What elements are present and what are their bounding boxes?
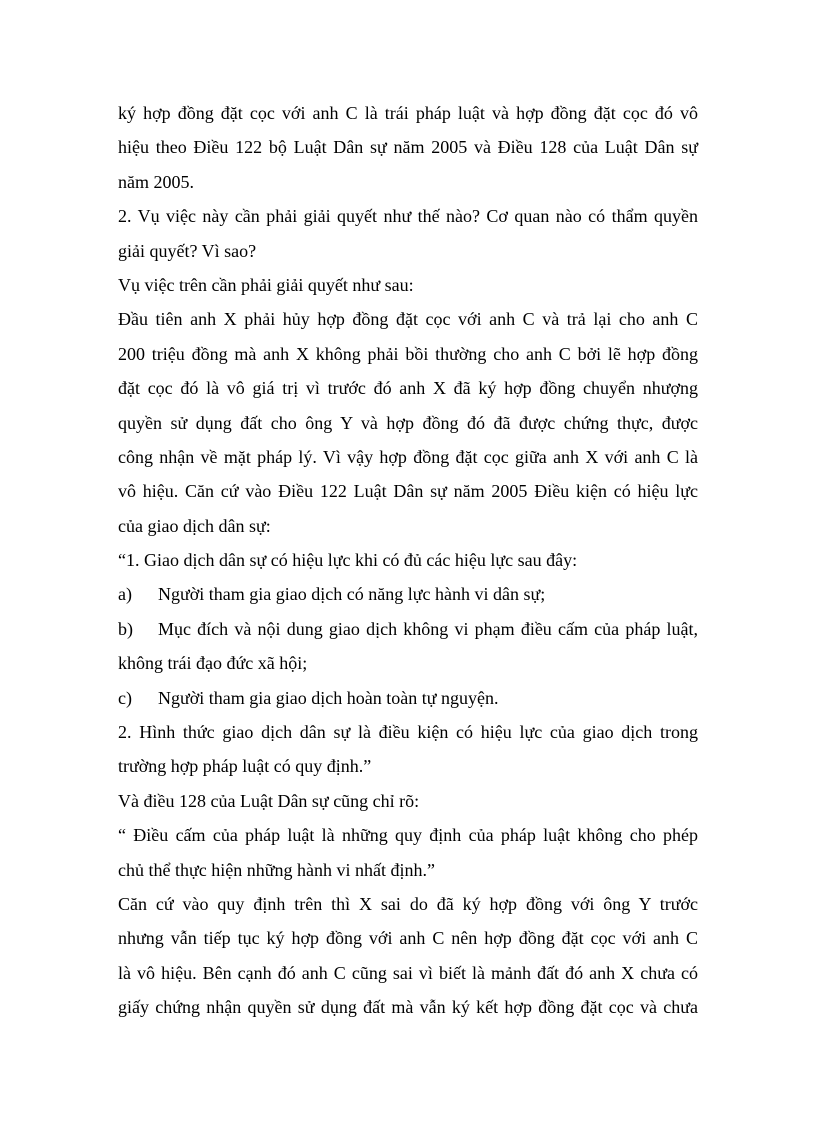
question-heading: 2. Vụ việc này cần phải giải quyết như thế nào? Cơ quan nào có thẩm quyền [118, 206, 698, 227]
text-line: giấy chứng nhận quyền sử dụng đất mà vẫn ký kết hợp đồng đặt cọc và chưa [118, 997, 698, 1018]
text-line: Căn cứ vào quy định trên thì X sai do đã ký hợp đồng với ông Y trước [118, 893, 698, 914]
list-item-a [118, 577, 698, 611]
text-line: quyền sử dụng đất cho ông Y và hợp đồng đó đã được chứng thực, được [118, 412, 698, 433]
text-line: là vô hiệu. Bên cạnh đó anh C cũng sai vì biết là mảnh đất đó anh X chưa có [118, 962, 698, 983]
text-line: năm 2005. [118, 171, 194, 192]
text-line: hiệu theo Điều 122 bộ Luật Dân sự năm 2005 và Điều 128 của Luật Dân sự [118, 137, 698, 158]
text-line: ký hợp đồng đặt cọc với anh C là trái pháp luật và hợp đồng đặt cọc đó vô [118, 103, 698, 123]
list-marker: c) [118, 687, 132, 708]
list-item-b-cont: không trái đạo đức xã hội; [118, 653, 308, 674]
text-line: Vụ việc trên cần phải giải quyết như sau: [118, 274, 414, 295]
text-line: đặt cọc đó là vô giá trị vì trước đó anh X đã ký hợp đồng chuyển nhượng [118, 378, 698, 399]
list-item-text: Người tham gia giao dịch có năng lực hành vi dân sự; [158, 584, 546, 605]
quote-line: 2. Hình thức giao dịch dân sự là điều kiện có hiệu lực của giao dịch trong [118, 722, 698, 743]
list-item-b [118, 612, 698, 646]
list-marker: b) [118, 618, 133, 639]
quote-line: “1. Giao dịch dân sự có hiệu lực khi có đủ các hiệu lực sau đây: [118, 550, 578, 571]
text-line: Và điều 128 của Luật Dân sự cũng chỉ rõ: [118, 790, 420, 811]
text-line: 200 triệu đồng mà anh X không phải bồi thường cho anh C bởi lẽ hợp đồng [118, 343, 698, 364]
list-marker: a) [118, 584, 132, 605]
list-item-text: Mục đích và nội dung giao dịch không vi phạm điều cấm của pháp luật, [158, 618, 698, 639]
text-line: nhưng vẫn tiếp tục ký hợp đồng với anh C nên hợp đồng đặt cọc với anh C [118, 928, 698, 949]
text-line: vô hiệu. Căn cứ vào Điều 122 Luật Dân sự năm 2005 Điều kiện có hiệu lực [118, 481, 698, 502]
document-page [118, 96, 698, 1025]
text-line: công nhận về mặt pháp lý. Vì vậy hợp đồng đặt cọc giữa anh X với anh C là [118, 446, 698, 467]
list-item-text: Người tham gia giao dịch hoàn toàn tự nguyện. [158, 687, 499, 708]
question-heading-cont: giải quyết? Vì sao? [118, 240, 257, 261]
list-item-c [118, 681, 698, 715]
text-line: Đầu tiên anh X phải hủy hợp đồng đặt cọc với anh C và trả lại cho anh C [118, 309, 698, 330]
quote-line: trường hợp pháp luật có quy định.” [118, 756, 372, 777]
quote-line: “ Điều cấm của pháp luật là những quy định của pháp luật không cho phép [118, 825, 698, 846]
text-line: của giao dịch dân sự: [118, 515, 271, 536]
quote-line: chủ thể thực hiện những hành vi nhất định.” [118, 859, 435, 880]
